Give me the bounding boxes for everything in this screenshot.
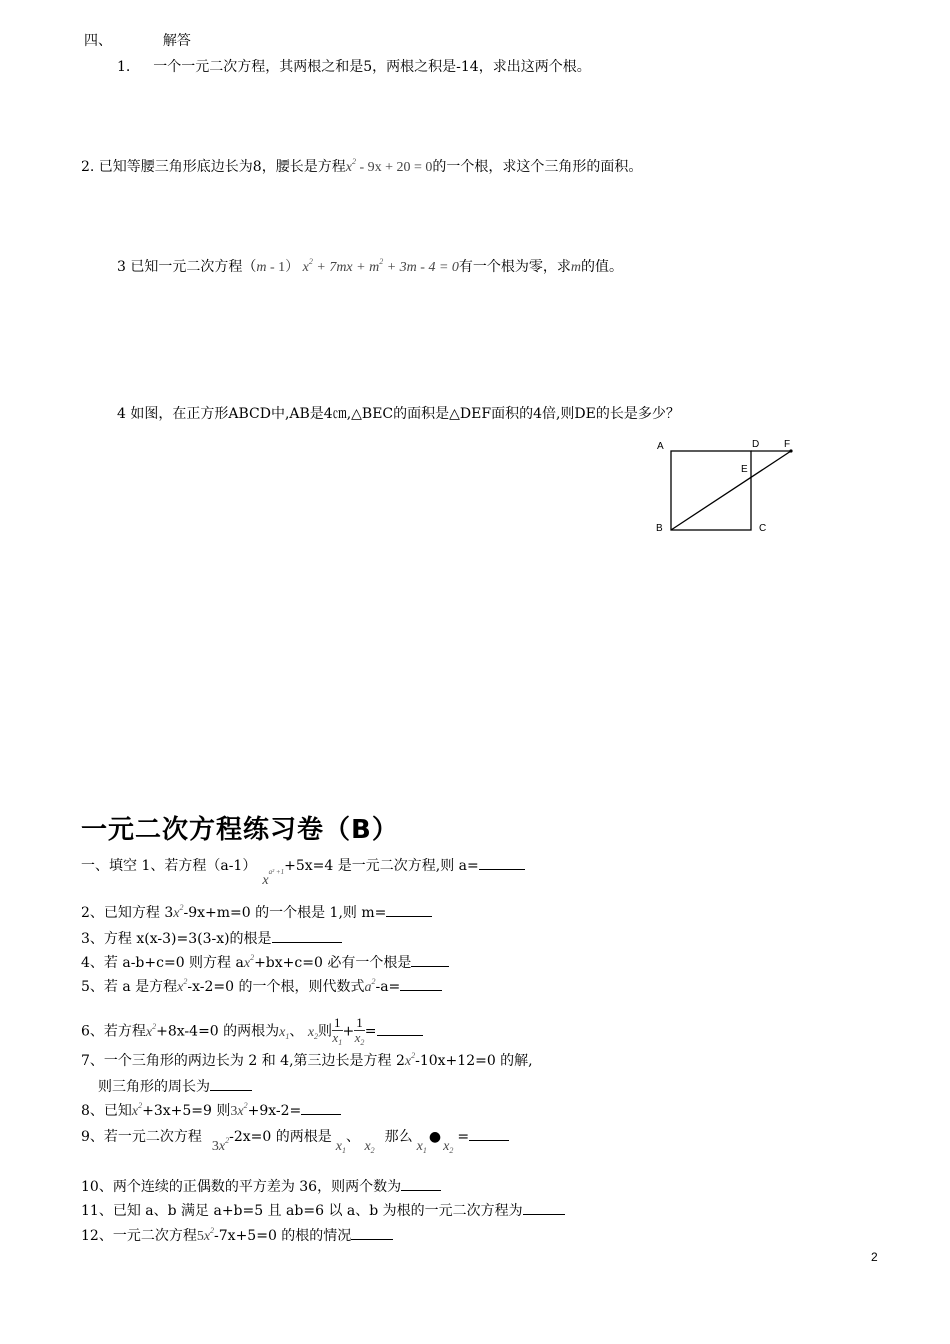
answer-blank[interactable] (301, 1101, 341, 1115)
answer-blank[interactable] (411, 953, 449, 967)
question-4 (117, 405, 680, 423)
question-text-post: 有一个根为零，求 (458, 259, 571, 275)
answer-blank[interactable] (377, 1022, 423, 1036)
equation: m - 1） $x^2 + 7mx + m^2 + 3m - 4 = 0$ (256, 257, 459, 275)
fill-question-6: 6、若方程$x^2+8x-4=0$ 的两根为$x_1$、 $x_2$则 $\frac{1}{x_1}$ + $\frac{1}{x_2}$ = (81, 1016, 423, 1047)
fraction-1-over-x1: $\frac{1}{x_1}$ (332, 1015, 343, 1047)
answer-blank[interactable] (210, 1077, 252, 1091)
variable-m: m (570, 260, 582, 275)
fill-question-11: 11、已知 a、b 满足 a+b=5 且 ab=6 以 a、b 为根的一元二次方程为 (81, 1201, 565, 1220)
answer-blank[interactable] (400, 977, 442, 991)
label-b: B (656, 523, 663, 534)
answer-blank[interactable] (401, 1177, 441, 1191)
square-figure (650, 434, 810, 538)
label-a: A (657, 441, 664, 452)
question-1 (117, 58, 591, 76)
fill-question-9: 9、若一元二次方程$3x^2-2x=0$ 的两根是$x_1$、 $x_2$那么$x_1●x_2=$ (81, 1127, 509, 1148)
equation: $x^2 - 9x + 20 = 0$ (345, 157, 433, 175)
answer-blank[interactable] (469, 1127, 509, 1141)
square-abcd (671, 451, 751, 530)
segment-bf (671, 451, 791, 530)
question-number: 1. (117, 59, 131, 75)
fill-question-1: 一、填空 1、若方程$(a-1)x^{a^2 +1}+5x=4$ 是一元二次方程,则 a= (81, 856, 525, 877)
label-c: C (759, 523, 767, 534)
fill-question-3: 3、方程 x(x-3)=3(3-x)的根是 (81, 929, 342, 948)
label-f: F (784, 439, 791, 450)
fill-question-8: 8、已知$x^2+3x+5=9$ 则$3x^2+9x-2=$ (81, 1101, 341, 1122)
answer-blank[interactable] (479, 856, 525, 870)
fraction-1-over-x2: $\frac{1}{x_2}$ (354, 1015, 365, 1047)
answer-blank[interactable] (386, 903, 432, 917)
fill-question-12: 12、一元二次方程$5x^2-7x+5=0$ 的根的情况 (81, 1226, 393, 1247)
answer-blank[interactable] (272, 929, 342, 943)
question-2 (81, 158, 642, 178)
fill-question-7-line2: 则三角形的周长为 (98, 1077, 252, 1096)
dot-operator: ● (428, 1129, 442, 1145)
section-four-header (84, 32, 191, 50)
question-text: 一个一元二次方程，其两根之和是5，两根之积是-14，求出这两个根。 (153, 59, 591, 75)
fill-question-2: 2、已知方程 $3x^2-9x+m=0$ 的一个根是 1,则 m= (81, 903, 432, 924)
question-text-pre: 3 已知一元二次方程（ (117, 259, 257, 275)
section-number: 四、 (84, 33, 112, 49)
fill-question-7: 7、一个三角形的两边长为 2 和 4,第三边长是方程 $2x^2-10x+12=0$ 的解, (81, 1051, 533, 1069)
page-heading: 一元二次方程练习卷（B） (81, 815, 399, 845)
page-number: 2 (871, 1250, 878, 1264)
fill-question-5: 5、若 a 是方程$x^2-x-2=0$ 的一个根，则代数式$a^2-a=$ (81, 977, 442, 998)
answer-blank[interactable] (523, 1201, 565, 1215)
question-text-post: 的一个根，求这个三角形的面积。 (432, 159, 643, 175)
fill-question-4: 4、若 a-b+c=0 则方程 $ax^2+bx+c=0$ 必有一个根是 (81, 953, 449, 974)
fill-question-10: 10、两个连续的正偶数的平方差为 36，则两个数为 (81, 1177, 441, 1196)
question-text-pre: 2. 已知等腰三角形底边长为8，腰长是方程 (81, 159, 346, 175)
answer-blank[interactable] (351, 1226, 393, 1240)
question-text: 4 如图，在正方形ABCD中,AB是4㎝,△BEC的面积是△DEF面积的4倍,则DE的长是多少？ (117, 406, 680, 422)
label-d: D (752, 439, 760, 450)
section-title: 解答 (162, 33, 191, 49)
question-3: 3 已知一元二次方程（m - 1） $x^2 + 7mx + m^2 + 3m - 4 = 0$有一个根为零，求m的值。 (117, 257, 624, 275)
label-e: E (741, 464, 748, 475)
